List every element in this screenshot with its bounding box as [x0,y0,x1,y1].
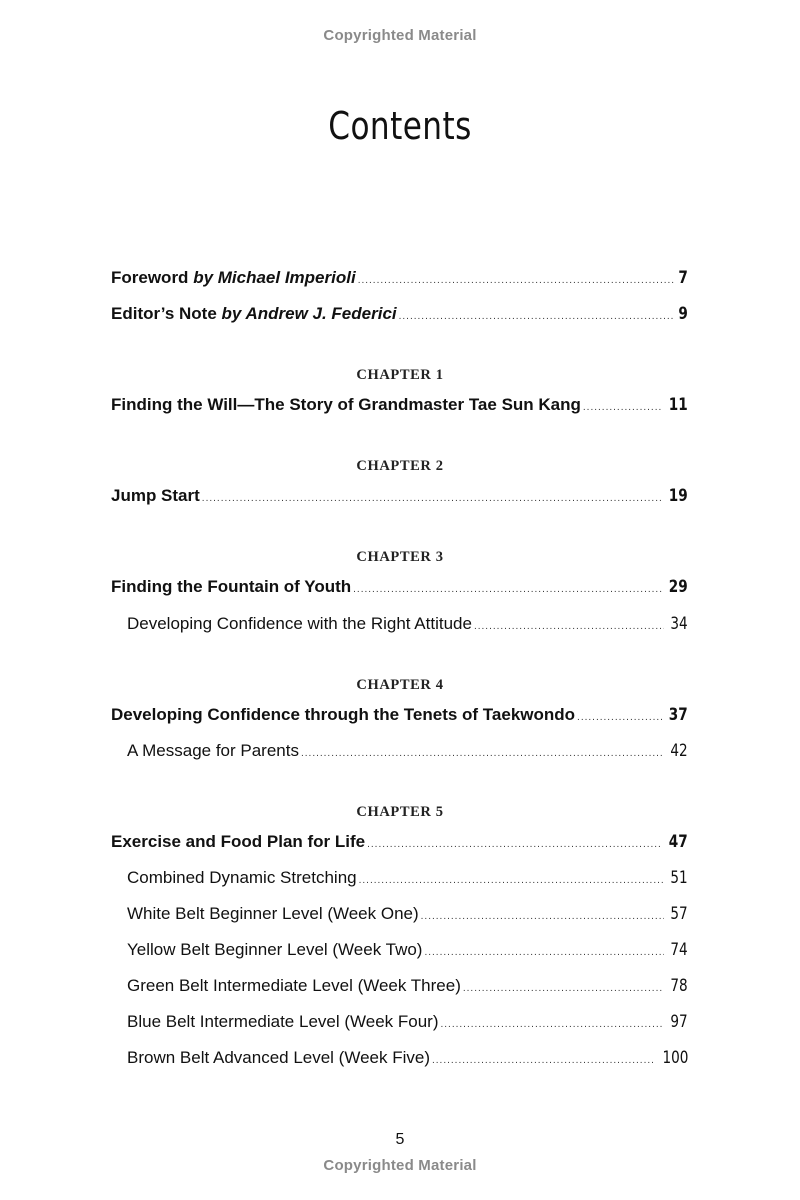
toc-entry-section[interactable] [127,1046,688,1070]
entry-byline: by Andrew J. Federici [221,304,397,323]
dot-leader [399,305,675,329]
entry-page-number: 51 [670,868,688,888]
dot-leader [358,269,674,293]
copyright-watermark-top: Copyrighted Material [323,27,477,44]
toc-entry-chapter-5[interactable] [111,830,688,854]
entry-page-number: 42 [670,741,688,761]
entry-title: Yellow Belt Beginner Level (Week Two) [127,940,423,959]
toc-entry-section[interactable] [127,612,688,636]
entry-page-number: 37 [669,705,688,725]
dot-leader [353,578,662,602]
chapter-label: CHAPTER 4 [356,677,444,693]
dot-leader [463,977,664,1001]
entry-page-number: 78 [670,976,688,996]
entry-page-number: 7 [678,268,688,288]
dot-leader [424,941,664,965]
toc-entry-section[interactable] [127,902,688,926]
entry-title: Editor’s Note [111,304,217,323]
toc-entry-section[interactable] [127,974,688,998]
toc-entry-foreword[interactable] [111,266,688,290]
toc-entry-chapter-1[interactable] [111,393,688,417]
entry-title: Exercise and Food Plan for Life [111,832,366,851]
dot-leader [474,615,664,639]
chapter-label: CHAPTER 2 [356,458,444,474]
entry-page-number: 34 [670,614,688,634]
page-number: 5 [395,1131,405,1148]
toc-entry-section[interactable] [127,866,688,890]
entry-title: Finding the Will—The Story of Grandmaster Tae Sun Kang [111,395,581,414]
entry-title: Finding the Fountain of Youth [111,577,352,596]
chapter-label: CHAPTER 5 [356,804,444,820]
entry-page-number: 74 [670,940,688,960]
entry-byline: by Michael Imperioli [193,268,356,287]
page-title: Contents [328,104,472,148]
entry-title: Developing Confidence through the Tenets of Taekwondo [111,705,576,724]
entry-page-number: 19 [669,486,688,506]
dot-leader [367,833,662,857]
toc-entry-section[interactable] [127,938,688,962]
copyright-watermark-bottom: Copyrighted Material [323,1157,477,1174]
dot-leader [421,905,665,929]
entry-title: Developing Confidence with the Right Attitude [127,614,472,633]
entry-title: Green Belt Intermediate Level (Week Three) [127,976,461,995]
toc-entry-section[interactable] [127,1010,688,1034]
entry-title: Foreword [111,268,189,287]
entry-page-number: 11 [669,395,688,415]
entry-page-number: 57 [670,904,688,924]
dot-leader [202,487,663,511]
entry-title: Blue Belt Intermediate Level (Week Four) [127,1012,439,1031]
toc-entry-editors-note[interactable] [111,302,688,326]
entry-title: Brown Belt Advanced Level (Week Five) [127,1048,430,1067]
entry-title: A Message for Parents [127,741,299,760]
toc-entry-chapter-4[interactable] [111,703,688,727]
dot-leader [432,1049,654,1073]
entry-page-number: 9 [678,304,688,324]
entry-page-number: 29 [669,577,688,597]
toc-entry-chapter-2[interactable] [111,484,688,508]
entry-page-number: 100 [662,1048,688,1068]
entry-page-number: 47 [669,832,688,852]
toc-entry-chapter-3[interactable] [111,575,688,599]
entry-title: Jump Start [111,486,200,505]
entry-title: Combined Dynamic Stretching [127,868,357,887]
entry-title: White Belt Beginner Level (Week One) [127,904,419,923]
dot-leader [577,706,662,730]
dot-leader [301,742,664,766]
chapter-label: CHAPTER 3 [356,549,444,565]
dot-leader [583,396,662,420]
dot-leader [441,1013,665,1037]
toc-entry-section[interactable] [127,739,688,763]
entry-page-number: 97 [670,1012,688,1032]
chapter-label: CHAPTER 1 [356,367,444,383]
dot-leader [359,869,665,893]
